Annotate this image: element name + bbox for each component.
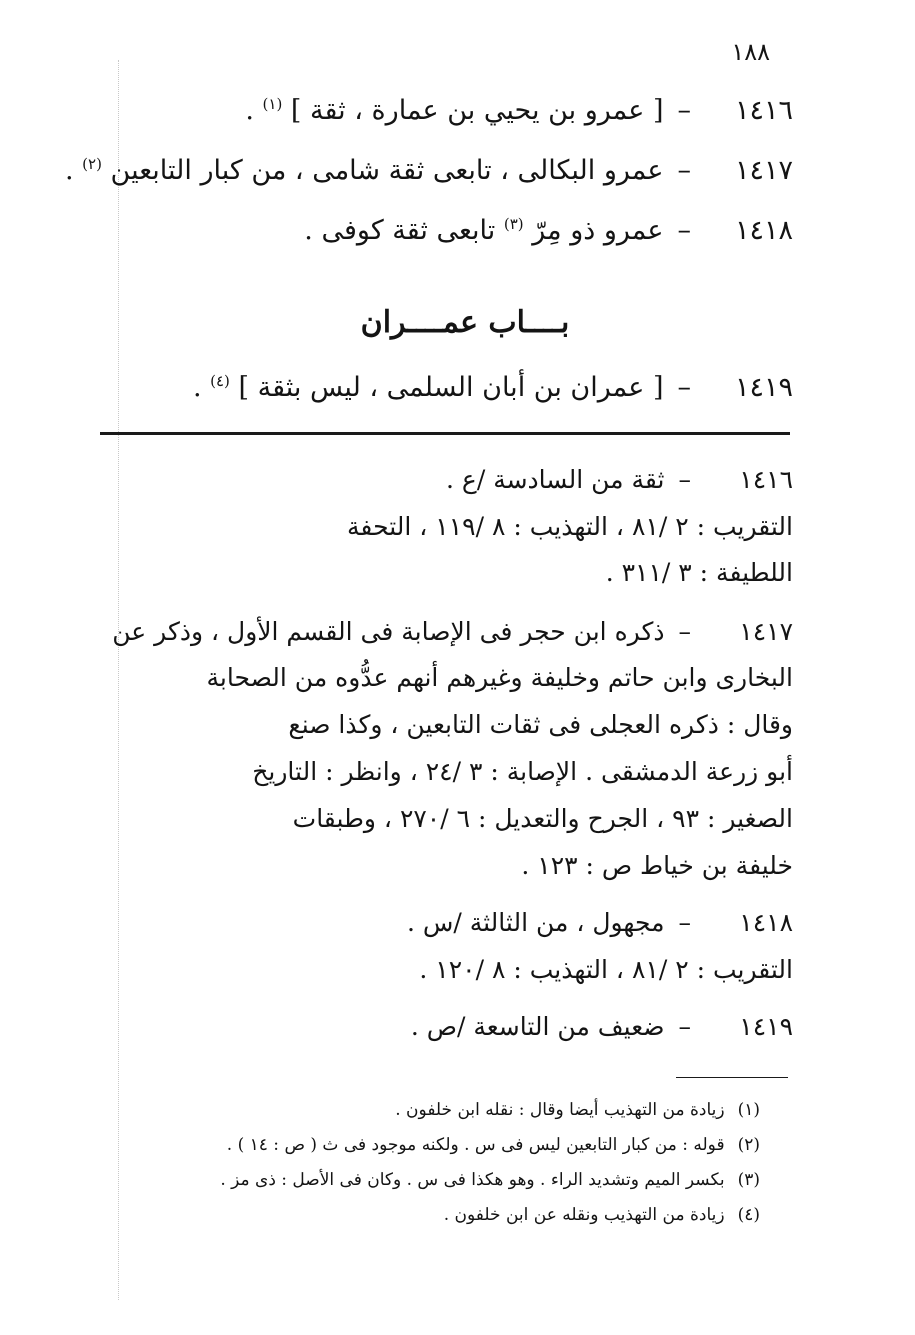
commentary-line: وقال : ذكره العجلى فى ثقات التابعين ، وكذا صنع <box>288 710 793 739</box>
commentary-dash: – <box>678 908 691 937</box>
margin-dotted-line <box>118 60 119 1300</box>
footnote-text: زيادة من التهذيب ونقله عن ابن خلفون . <box>443 1205 725 1225</box>
entry-1418 <box>103 215 793 246</box>
commentary-text: ثقة من السادسة /ع . <box>446 465 665 494</box>
entry-dash: – <box>677 372 691 403</box>
commentary-line: البخارى وابن حاتم وخليفة وغيرهم أنهم عدُّوه من الصحابة <box>206 663 793 692</box>
footnote-3 <box>120 1170 760 1190</box>
commentary-line: التقريب : ٢ /٨١ ، التهذيب : ٨ /١٢٠ . <box>419 955 793 984</box>
entry-end: تابعى ثقة كوفى . <box>304 215 496 246</box>
entry-end: . <box>64 155 74 186</box>
footnote-4 <box>120 1205 760 1225</box>
commentary-line: اللطيفة : ٣ /٣١١ . <box>605 558 793 587</box>
entry-dash: – <box>677 155 691 186</box>
footnote-marker: (٢) <box>82 155 102 173</box>
footnote-number: (٣) <box>737 1170 760 1190</box>
commentary-number: ١٤١٧ <box>739 617 793 646</box>
commentary-text: ضعيف من التاسعة /ص . <box>410 1012 665 1041</box>
footnote-marker: (٣) <box>503 215 524 233</box>
commentary-1419 <box>103 1012 793 1041</box>
footnote-marker: (٤) <box>210 372 230 390</box>
entry-end: . <box>192 372 202 403</box>
commentary-number: ١٤١٨ <box>739 908 793 937</box>
entry-number: ١٤١٦ <box>734 95 793 126</box>
footnote-1 <box>120 1100 760 1120</box>
entry-text: [ عمرو بن يحيي بن عمارة ، ثقة ] <box>290 95 664 126</box>
entry-dash: – <box>677 95 691 126</box>
entry-number: ١٤١٩ <box>734 372 793 403</box>
footnote-text: بكسر الميم وتشديد الراء . وهو هكذا فى س . وكان فى الأصل : ذى مز . <box>220 1170 725 1190</box>
commentary-dash: – <box>678 617 691 646</box>
commentary-text: مجهول ، من الثالثة /س . <box>406 908 665 937</box>
entry-1416 <box>103 95 793 126</box>
entry-text: عمرو ذو مِرّ <box>532 215 664 246</box>
commentary-number: ١٤١٦ <box>739 465 793 494</box>
commentary-line: خليفة بن خياط ص : ١٢٣ . <box>521 851 793 880</box>
entry-number: ١٤١٨ <box>734 215 793 246</box>
commentary-dash: – <box>678 465 691 494</box>
entry-1419 <box>103 372 793 403</box>
commentary-text: ذكره ابن حجر فى الإصابة فى القسم الأول ، وذكر عن <box>112 617 665 646</box>
footnote-marker: (١) <box>262 95 283 113</box>
commentary-number: ١٤١٩ <box>739 1012 793 1041</box>
footnote-2 <box>120 1135 760 1155</box>
commentary-line: الصغير : ٩٣ ، الجرح والتعديل : ٦ /٢٧٠ ، وطبقات <box>292 804 793 833</box>
footnote-number: (٢) <box>737 1135 760 1155</box>
footnote-number: (٤) <box>737 1205 760 1225</box>
footnote-divider <box>676 1077 788 1078</box>
commentary-1417 <box>103 617 793 646</box>
commentary-1418 <box>103 908 793 937</box>
commentary-line: التقريب : ٢ /٨١ ، التهذيب : ٨ /١١٩ ، التحفة <box>347 512 793 541</box>
entry-text: عمرو البكالى ، تابعى ثقة شامى ، من كبار التابعين <box>110 155 664 186</box>
entry-end: . <box>245 95 254 126</box>
entry-1417 <box>64 155 793 186</box>
footnote-text: قوله : من كبار التابعين ليس فى س . ولكنه موجود فى ث ( ص : ١٤ ) . <box>226 1135 725 1155</box>
page-number: ١٨٨ <box>731 38 770 66</box>
commentary-1416 <box>103 465 793 494</box>
footnote-number: (١) <box>737 1100 760 1120</box>
entry-dash: – <box>677 215 691 246</box>
commentary-line: أبو زرعة الدمشقى . الإصابة : ٣ /٢٤ ، وانظر : التاريخ <box>252 757 793 786</box>
commentary-dash: – <box>678 1012 691 1041</box>
entry-text: [ عمران بن أبان السلمى ، ليس بثقة ] <box>238 372 664 403</box>
footnote-text: زيادة من التهذيب أيضا وقال : نقله ابن خلفون . <box>395 1100 725 1120</box>
entry-number: ١٤١٧ <box>734 155 793 186</box>
section-divider <box>100 432 790 435</box>
section-heading: بــــاب عمــــران <box>360 305 570 340</box>
